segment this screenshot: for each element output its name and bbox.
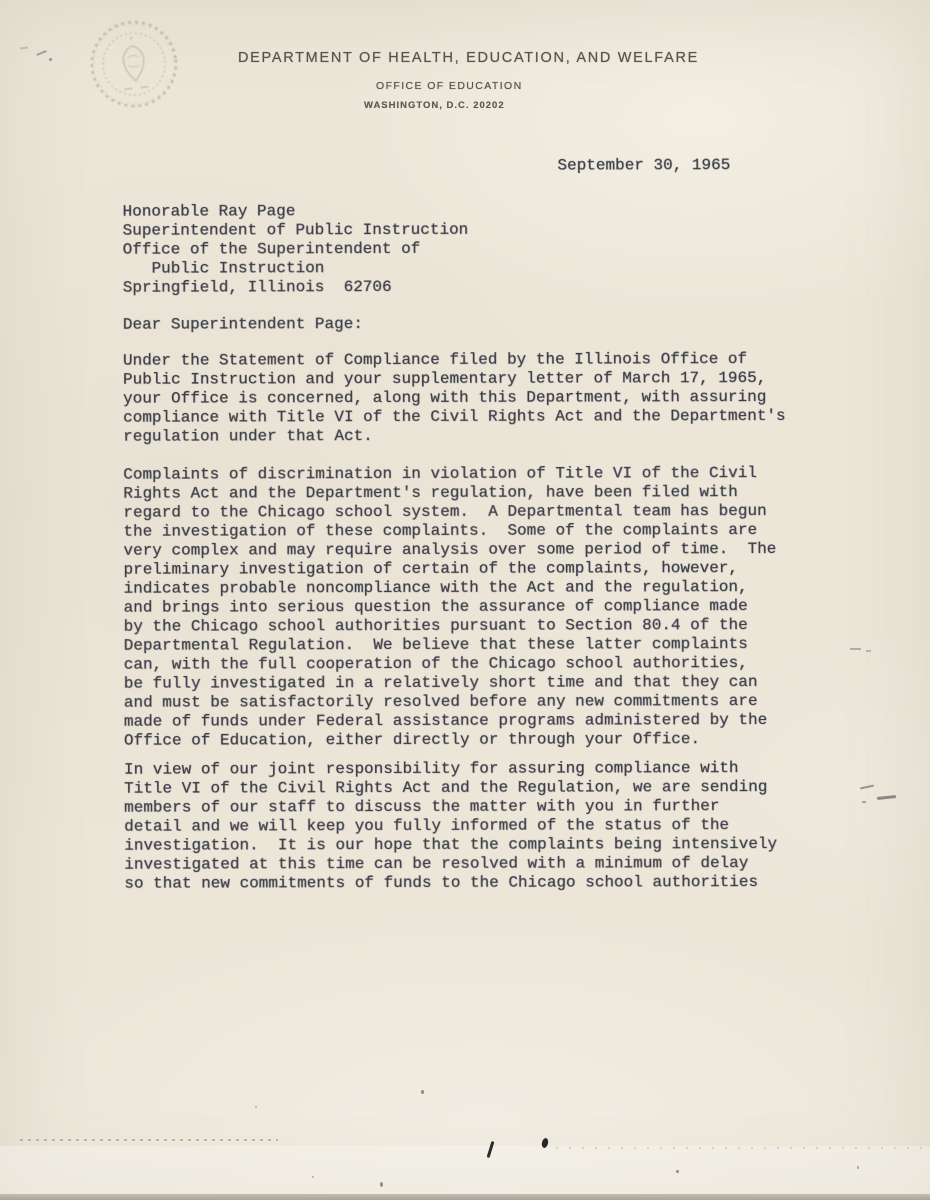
letter-paragraph-2: Complaints of discrimination in violation of Title VI of the Civil Rights Act and the Department's regulation, have been filed with regard to the Chicago school system. A Departmental team has begun the investigation of these complaints. Some of the complaints are very complex and may require analysis over some period of time. The preliminary investigation of certain of the complaints, however, indicates probable noncompliance with the Act and the regulation, and brings into serious question the assurance of compliance made by the Chicago school authorities pursuant to Section 80.4 of the Departmental Regulation. We believe that these latter complaints can, with the full cooperation of the Chicago school authorities, be fully investigated in a relatively short time and that they can and must be satisfactorily resolved before any new commitments are made of funds under Federal assistance programs administered by the Office of Education, either directly or through your Office. [123, 464, 777, 750]
salutation: Dear Superintendent Page: [122, 315, 363, 334]
scan-speck [857, 1166, 859, 1169]
page-bottom-edge [0, 1194, 930, 1200]
margin-dash [866, 650, 871, 652]
scan-speck [421, 1090, 424, 1094]
pencil-mark-dot [49, 58, 52, 61]
letterhead-office: OFFICE OF EDUCATION [376, 80, 523, 92]
bottom-faint-line [556, 1147, 930, 1149]
scan-speck [380, 1182, 383, 1187]
margin-dash [850, 648, 861, 650]
recipient-address-block: Honorable Ray Page Superintendent of Public Instruction Office of the Superintendent of Public Instruction Springfield, Illinois 62706 [122, 202, 469, 297]
letterhead-city-line: WASHINGTON, D.C. 20202 [364, 100, 505, 111]
letter-date: September 30, 1965 [557, 156, 731, 175]
letterhead-department: DEPARTMENT OF HEALTH, EDUCATION, AND WELFARE [238, 50, 699, 66]
scan-speck [676, 1170, 679, 1173]
margin-scribble [862, 801, 866, 803]
scan-speck [255, 1106, 257, 1108]
bottom-dashed-line [20, 1139, 278, 1141]
scan-light-strip [0, 1146, 930, 1194]
scan-speck [312, 1176, 314, 1178]
letter-paragraph-3: In view of our joint responsibility for assuring compliance with Title VI of the Civil Rights Act and the Regulation, we are sending members of our staff to discuss the matter with you in further detail and we will keep you fully informed of the status of the investigation. It is our hope that the complaints being intensively investigated at this time can be resolved with a minimum of delay so that new commitments of funds to the Chicago school authorities [123, 759, 778, 893]
letter-paragraph-1: Under the Statement of Compliance filed by the Illinois Office of Public Instruction and your supplementary letter of March 17, 1965, your Office is concerned, along with this Department, with assuring compliance with Title VI of the Civil Rights Act and the Department's regulation under that Act. [122, 350, 786, 446]
